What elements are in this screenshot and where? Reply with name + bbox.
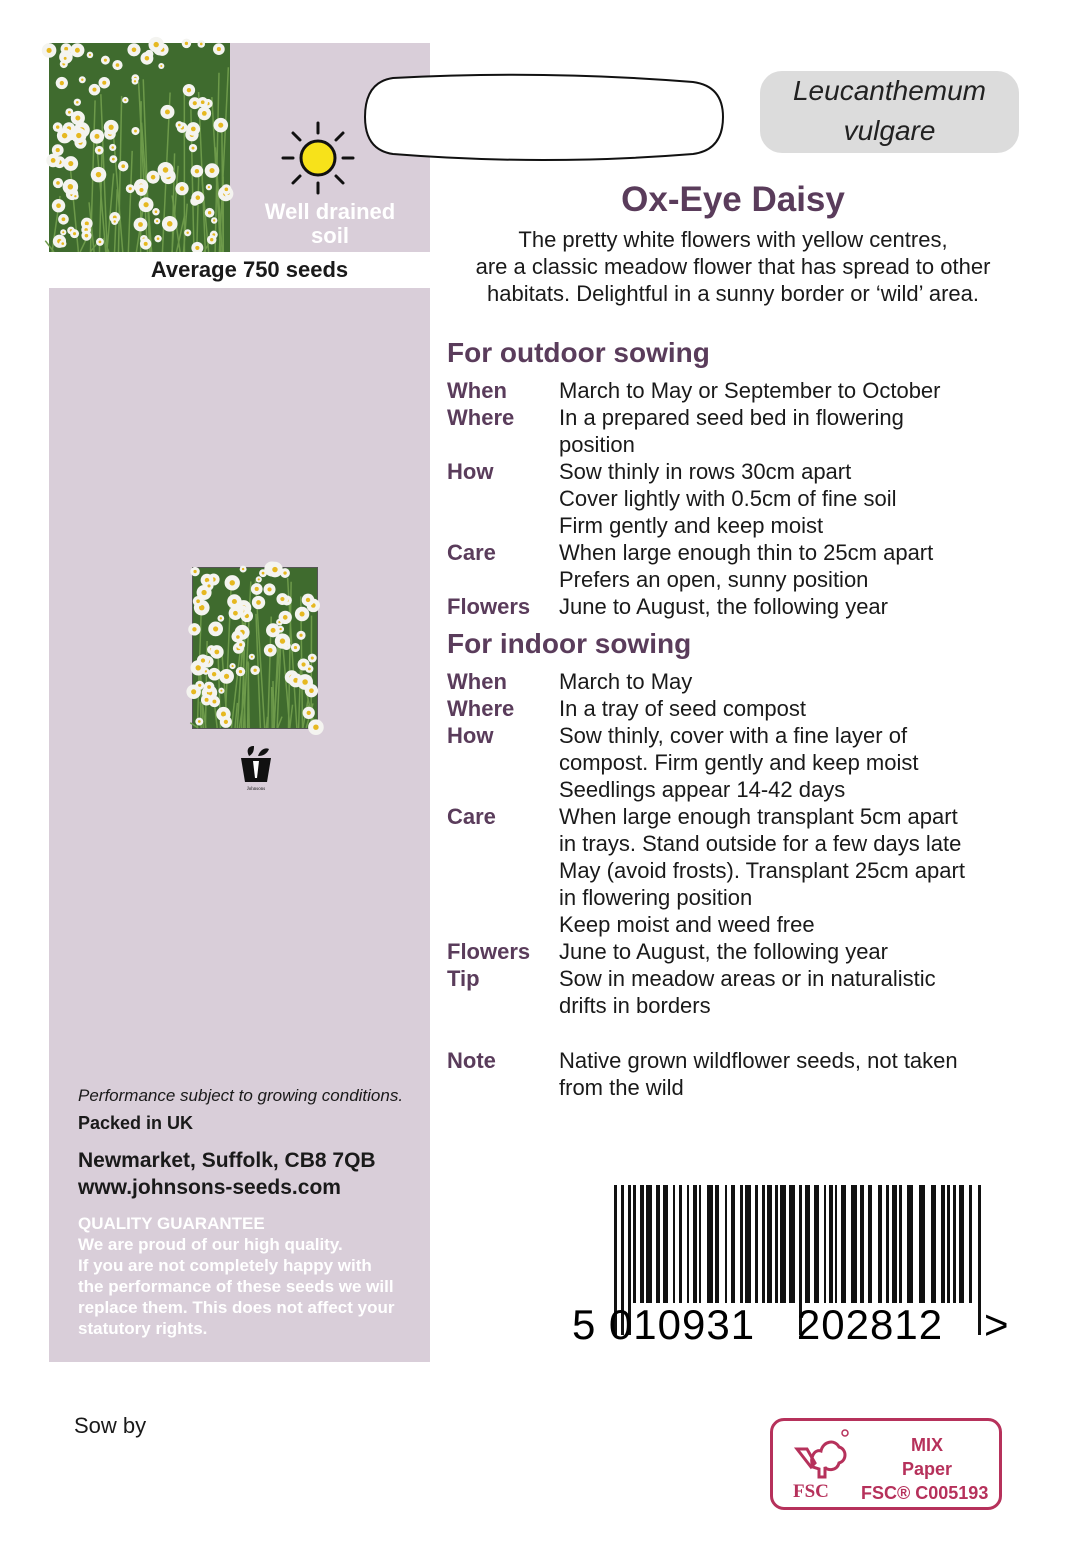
fsc-mix-label: MIX (910, 1435, 943, 1455)
note-line: from the wild (559, 1075, 684, 1100)
daisy-centre (255, 587, 259, 591)
daisy-centre (143, 202, 148, 207)
guarantee-title: QUALITY GUARANTEE (78, 1214, 265, 1233)
fsc-label (770, 1418, 1002, 1510)
barcode-bar (899, 1185, 902, 1303)
daisy-centre (301, 662, 305, 666)
daisy-centre (230, 580, 235, 585)
barcode-first-digit: 5 (572, 1301, 596, 1348)
johnsons-logo-icon (238, 744, 274, 792)
daisy-centre (145, 56, 149, 60)
daisy-centre (85, 234, 89, 238)
instruction-value (559, 404, 1047, 458)
instruction-line: Seedlings appear 14-42 days (559, 777, 846, 802)
daisy-centre (62, 133, 67, 138)
instruction-line: In a prepared seed bed in flowering (559, 405, 904, 430)
daisy-centre (99, 241, 102, 244)
instruction-line: When large enough transplant 5cm apart (559, 804, 958, 829)
barcode-bar (841, 1185, 846, 1303)
daisy-centre (180, 186, 185, 191)
instruction-line: June to August, the following year (559, 939, 888, 964)
daisy-centre (224, 720, 228, 724)
barcode-bar (775, 1185, 778, 1303)
daisy-centre (113, 220, 115, 222)
latin-name-genus: Leucanthemum (792, 75, 986, 106)
daisy-centre (68, 111, 71, 114)
daisy-centre (92, 88, 96, 92)
instruction-value (559, 377, 1047, 404)
barcode (572, 1185, 1009, 1348)
guarantee-line: the performance of these seeds we will (78, 1277, 394, 1296)
barcode-bar (699, 1185, 701, 1303)
grass-stem (272, 687, 273, 728)
barcode-bar (941, 1185, 945, 1303)
guarantee-line: If you are not completely happy with (78, 1256, 372, 1275)
daisy-centre (47, 48, 52, 53)
daisy-centre (283, 571, 286, 574)
intro-line: The pretty white flowers with yellow centres, (518, 227, 948, 252)
daisy-centre (294, 646, 297, 649)
daisy-centre (280, 638, 285, 643)
barcode-bar (673, 1185, 675, 1303)
daisy-centre (231, 665, 233, 667)
daisy-centre (193, 570, 196, 573)
daisy-centre (129, 187, 132, 190)
instruction-label: Where (447, 696, 515, 721)
daisy-centre (116, 63, 120, 67)
barcode-bar (687, 1185, 689, 1303)
company-address (78, 1147, 376, 1201)
daisy-centre (212, 700, 216, 704)
daisy-centre (209, 168, 214, 173)
instruction-label: Flowers (447, 594, 531, 619)
instruction-line: Keep moist and weed free (559, 912, 815, 937)
daisy-photo (49, 43, 230, 252)
seed-count: Average 750 seeds (150, 257, 349, 282)
daisy-centre (283, 615, 288, 620)
soil-label (230, 200, 430, 248)
daisy-centre (313, 724, 318, 729)
note-label: Note (447, 1048, 496, 1073)
daisy-centre (165, 109, 170, 114)
daisy-centre (56, 181, 60, 185)
barcode-bar (679, 1185, 682, 1303)
daisy-centre (210, 238, 213, 241)
product-title: Ox-Eye Daisy (621, 180, 845, 219)
barcode-bar (829, 1185, 833, 1303)
daisy-centre (56, 203, 61, 208)
instruction-line: in trays. Stand outside for a few days late (559, 831, 962, 856)
daisy-centre (191, 689, 196, 694)
daisy-centre (218, 123, 223, 128)
website: www.johnsons-seeds.com (78, 1176, 341, 1199)
barcode-bar (959, 1185, 964, 1303)
daisy-centre (225, 188, 229, 192)
instruction-value (559, 668, 1047, 695)
daisy-centre (262, 572, 265, 575)
instruction-value (559, 458, 1047, 539)
packed-in: Packed in UK (78, 1113, 194, 1133)
barcode-end-mark: > (984, 1301, 1009, 1348)
daisy-centre (220, 690, 222, 692)
soil-label-line2: soil (311, 223, 349, 248)
daisy-centre (167, 221, 172, 226)
instruction-row (447, 965, 1047, 1019)
instruction-value (559, 938, 1047, 965)
instruction-line: March to May or September to October (559, 378, 941, 403)
instruction-line: in flowering position (559, 885, 753, 910)
instruction-row (447, 539, 1047, 593)
daisy-centre (207, 584, 210, 587)
instruction-label: When (447, 378, 507, 403)
daisy-centre (73, 232, 76, 235)
daisy-centre (311, 656, 314, 659)
instruction-line: May (avoid frosts). Transplant 25cm apart (559, 858, 965, 883)
daisy-centre (134, 130, 137, 133)
performance-note: Performance subject to growing conditions. (78, 1086, 404, 1105)
daisy-centre (61, 242, 64, 245)
instruction-row (447, 695, 1047, 722)
barcode-bar (805, 1185, 810, 1303)
guarantee-line: statutory rights. (78, 1319, 208, 1338)
indoor-heading: For indoor sowing (447, 628, 692, 659)
barcode-bar (868, 1185, 872, 1303)
barcode-bar (978, 1185, 981, 1335)
indoor-instructions (447, 668, 1047, 1019)
daisy-centre (202, 111, 207, 116)
instruction-label: Care (447, 804, 496, 829)
daisy-centre (74, 195, 76, 197)
instruction-label: When (447, 669, 507, 694)
barcode-bar (789, 1185, 795, 1303)
daisy-centre (208, 186, 210, 188)
daisy-centre (256, 600, 261, 605)
daisy-centre (132, 47, 137, 52)
daisy-centre (280, 597, 284, 601)
fsc-license-code: FSC® C005193 (861, 1483, 989, 1503)
barcode-bar (878, 1185, 882, 1303)
daisy-centre (153, 42, 158, 47)
latin-name-species: vulgare (843, 115, 936, 146)
daisy-centre (62, 231, 64, 233)
barcode-bar (907, 1185, 913, 1303)
instruction-line: Cover lightly with 0.5cm of fine soil (559, 486, 897, 511)
daisy-centre (60, 81, 64, 85)
daisy-centre (272, 567, 277, 572)
daisy-centre (233, 611, 238, 616)
instruction-line: compost. Firm gently and keep moist (559, 750, 919, 775)
daisy-centre (220, 617, 222, 619)
barcode-bar (656, 1185, 660, 1303)
daisy-centre (213, 626, 218, 631)
daisy-centre (201, 590, 206, 595)
instruction-value (559, 722, 1047, 803)
soil-label-line1: Well drained (264, 199, 396, 224)
barcode-bar (745, 1185, 751, 1303)
daisy-centre (201, 100, 205, 104)
daisy-centre (302, 679, 308, 685)
barcode-bar (731, 1185, 735, 1303)
daisy-centre (111, 146, 114, 149)
fsc-paper-label: Paper (901, 1459, 953, 1479)
daisy-centre (268, 648, 272, 652)
daisy-centre (224, 674, 229, 679)
daisy-centre (155, 210, 158, 213)
daisy-centre (187, 88, 191, 92)
outdoor-instructions (447, 377, 1047, 620)
barcode-bar (919, 1185, 925, 1303)
note-value (559, 1047, 1047, 1101)
daisy-centre (134, 80, 136, 82)
daisy-centre (185, 42, 188, 45)
guarantee-line: We are proud of our high quality. (78, 1235, 343, 1254)
instruction-label: Tip (447, 966, 480, 991)
barcode-bar (707, 1185, 713, 1303)
daisy-centre (75, 116, 80, 121)
daisy-centre (94, 134, 99, 139)
barcode-bar (814, 1185, 819, 1303)
intro-line: habitats. Delightful in a sunny border or ‘wild’ area. (486, 281, 979, 306)
daisy-centre (151, 175, 156, 180)
sun-icon (281, 121, 355, 195)
latin-name-box (760, 71, 1019, 153)
daisy-centre (112, 158, 115, 161)
instruction-line: Prefers an open, sunny position (559, 567, 869, 592)
instruction-row (447, 404, 1047, 458)
daisy-centre (76, 101, 79, 104)
daisy-centre (207, 685, 211, 689)
instruction-row (447, 668, 1047, 695)
instruction-line: drifts in borders (559, 993, 711, 1018)
intro-line: are a classic meadow flower that has spread to other (475, 254, 991, 279)
daisy-centre (195, 246, 199, 250)
instruction-label: How (447, 723, 494, 748)
daisy-centre (239, 643, 242, 646)
barcode-bar (715, 1185, 719, 1303)
barcode-bar (835, 1185, 837, 1303)
daisy-centre (300, 612, 305, 617)
daisy-centre (68, 184, 73, 189)
grass-stem (248, 663, 249, 728)
daisy-centre (68, 161, 73, 166)
daisy-centre (307, 711, 311, 715)
barcode-bar (646, 1185, 652, 1303)
barcode-bar (725, 1185, 727, 1303)
instruction-row (447, 377, 1047, 404)
daisy-centre (208, 211, 211, 214)
daisy-centre (214, 650, 219, 655)
daisy-centre (51, 158, 56, 163)
instruction-row (447, 458, 1047, 539)
barcode-bar (824, 1185, 826, 1303)
outdoor-heading: For outdoor sowing (447, 337, 710, 368)
barcode-bar (780, 1185, 786, 1303)
instruction-value (559, 593, 1047, 620)
daisy-thumbnail (192, 567, 318, 729)
daisy-centre (198, 720, 201, 723)
instruction-row (447, 593, 1047, 620)
seed-count-bar (49, 252, 430, 288)
instruction-row (447, 938, 1047, 965)
daisy-centre (239, 670, 242, 673)
instruction-label: Care (447, 540, 496, 565)
instruction-line: Sow in meadow areas or in naturalistic (559, 966, 936, 991)
daisy-centre (258, 578, 260, 580)
daisy-centre (157, 237, 160, 240)
instruction-line: In a tray of seed compost (559, 696, 807, 721)
barcode-group2: 202812 (796, 1301, 944, 1348)
fsc-mix (877, 1433, 977, 1481)
daisy-centre (195, 169, 199, 173)
daisy-centre (191, 127, 196, 132)
daisy-centre (163, 167, 169, 173)
daisy-centre (156, 220, 158, 222)
daisy-centre (200, 43, 203, 46)
instruction-line: When large enough thin to 25cm apart (559, 540, 934, 565)
daisy-centre (104, 59, 107, 62)
daisy-centre (213, 219, 215, 221)
instruction-value (559, 803, 1047, 938)
daisy-centre (139, 188, 143, 192)
daisy-centre (64, 57, 67, 60)
instruction-value (559, 965, 1047, 1019)
instruction-label: Where (447, 405, 515, 430)
daisy-centre (144, 242, 148, 246)
sow-by-label: Sow by (74, 1413, 147, 1438)
daisy-centre (279, 628, 281, 630)
fsc-tree-icon (789, 1427, 849, 1481)
daisy-centre (251, 656, 253, 658)
daisy-centre (196, 599, 200, 603)
hanger-cutout (363, 74, 725, 160)
daisy-centre (201, 658, 205, 662)
barcode-bar (693, 1185, 697, 1303)
note-section (447, 1047, 1047, 1101)
instruction-row (447, 803, 1047, 938)
daisy-centre (56, 125, 59, 128)
daisy-centre (56, 148, 60, 152)
daisy-centre (124, 99, 126, 101)
instruction-line: Firm gently and keep moist (559, 513, 824, 538)
daisy-centre (62, 217, 66, 221)
daisy-centre (309, 688, 314, 693)
grass-stem (273, 681, 274, 728)
daisy-centre (186, 232, 188, 234)
daisy-centre (217, 47, 221, 51)
daisy-centre (89, 54, 91, 56)
barcode-bar (953, 1185, 956, 1303)
note-row (447, 1047, 1047, 1101)
daisy-centre (121, 164, 125, 168)
instruction-line: Sow thinly, cover with a fine layer of (559, 723, 908, 748)
barcode-bar (860, 1185, 864, 1303)
address-line: Newmarket, Suffolk, CB8 7QB (78, 1149, 376, 1172)
instruction-line: June to August, the following year (559, 594, 888, 619)
barcode-group1: 010931 (608, 1301, 756, 1348)
daisy-centre (81, 79, 83, 81)
instruction-label: Flowers (447, 939, 531, 964)
daisy-centre (98, 149, 101, 152)
daisy-centre (198, 684, 201, 687)
daisy-centre (253, 669, 256, 672)
daisy-centre (75, 48, 80, 53)
daisy-centre (178, 124, 181, 127)
daisy-centre (192, 147, 195, 150)
instruction-value (559, 539, 1047, 593)
barcode-bar (755, 1185, 758, 1303)
daisy-centre (160, 65, 162, 67)
barcode-bar (640, 1185, 644, 1303)
barcode-bar (931, 1185, 936, 1303)
daisy-centre (205, 698, 209, 702)
barcode-bar (663, 1185, 668, 1303)
daisy-centre (192, 627, 196, 631)
barcode-bar (886, 1185, 889, 1303)
barcode-bar (969, 1185, 972, 1303)
daisy-centre (109, 125, 114, 130)
instruction-line: position (559, 432, 635, 457)
note-line: Native grown wildflower seeds, not taken (559, 1048, 958, 1073)
daisy-centre (242, 568, 244, 570)
fsc-word: FSC (793, 1481, 829, 1502)
daisy-centre (138, 222, 143, 227)
barcode-bar (767, 1185, 772, 1303)
daisy-centre (232, 599, 237, 604)
barcode-bar (762, 1185, 765, 1303)
daisy-centre (271, 628, 276, 633)
daisy-centre (76, 133, 81, 138)
quality-guarantee (78, 1213, 428, 1339)
instruction-row (447, 722, 1047, 803)
intro-text (440, 226, 1026, 307)
daisy-centre (193, 101, 197, 105)
daisy-centre (102, 81, 106, 85)
daisy-centre (236, 635, 240, 639)
barcode-bar (633, 1185, 636, 1303)
daisy-centre (299, 634, 302, 637)
daisy-centre (221, 712, 226, 717)
daisy-centre (306, 598, 310, 602)
guarantee-line: replace them. This does not affect your (78, 1298, 395, 1317)
daisy-centre (212, 672, 216, 676)
daisy-centre (267, 587, 271, 591)
daisy-centre (85, 221, 89, 225)
instruction-value (559, 695, 1047, 722)
barcode-bar (947, 1185, 950, 1303)
barcode-bar (851, 1185, 857, 1303)
instruction-line: March to May (559, 669, 693, 694)
daisy-centre (308, 667, 311, 670)
left-panel (49, 43, 430, 1362)
instruction-line: Sow thinly in rows 30cm apart (559, 459, 852, 484)
instruction-label: How (447, 459, 494, 484)
barcode-bar (892, 1185, 897, 1303)
daisy-centre (196, 195, 201, 200)
barcode-bar (740, 1185, 743, 1303)
logo-text: Johnsons (246, 787, 266, 792)
daisy-centre (96, 172, 101, 177)
